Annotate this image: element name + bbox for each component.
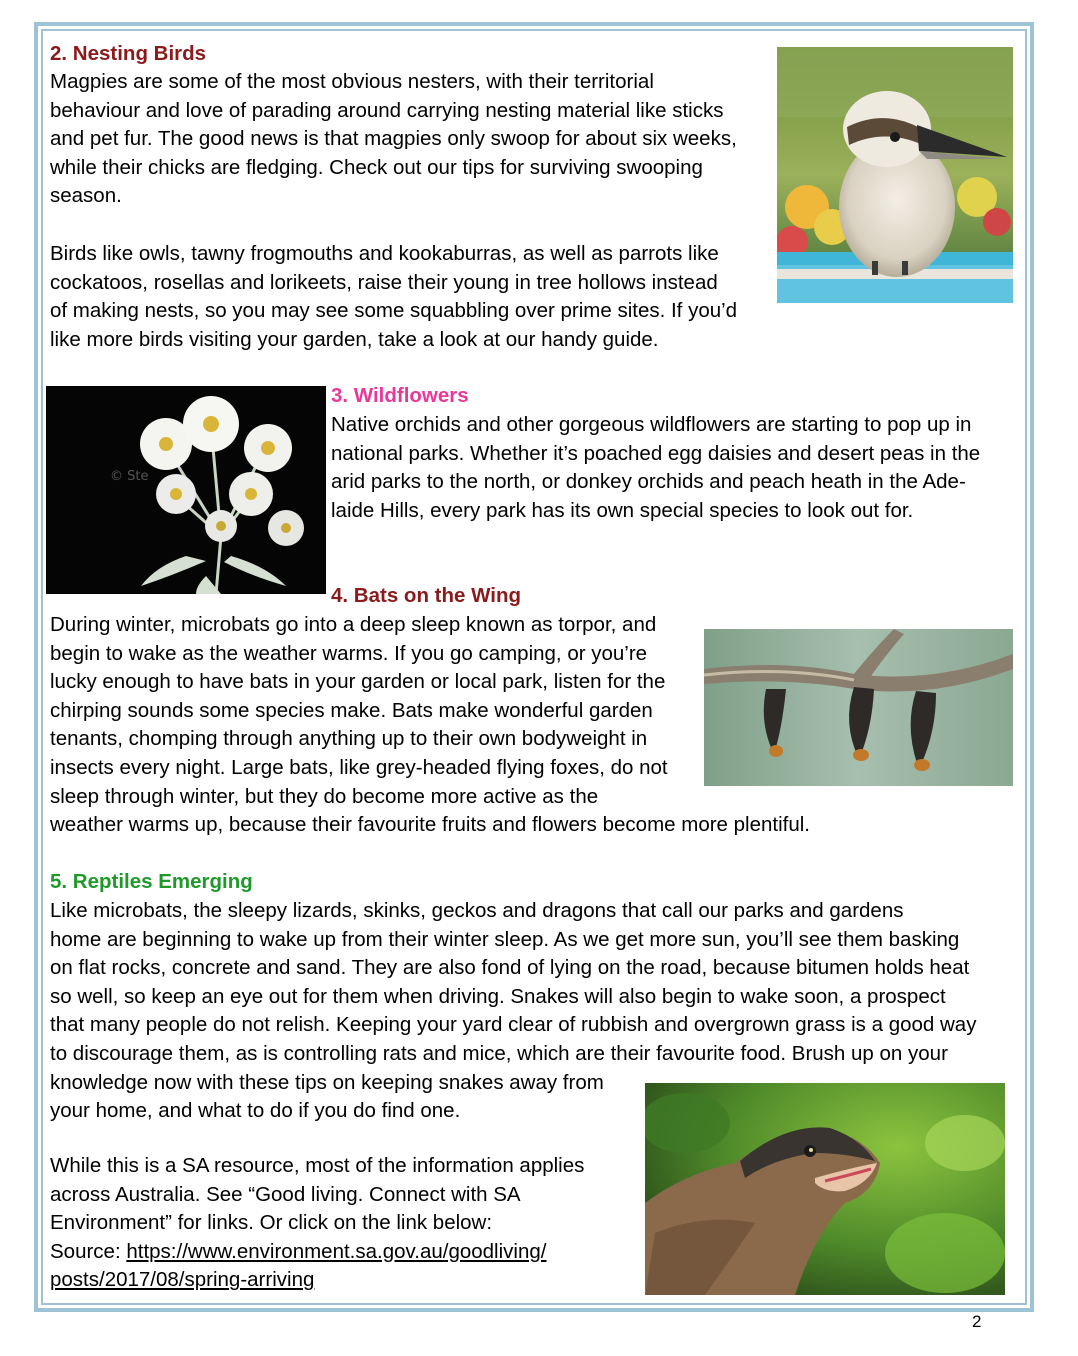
wildflowers-paragraph: [331, 411, 980, 525]
text-line: season.: [50, 184, 122, 208]
text-line: arid parks to the north, or donkey orchids and peach heath in the Ade-: [331, 470, 966, 494]
text-line: to discourage them, as is controlling rats and mice, which are their favourite food. Brush up on your: [50, 1041, 948, 1065]
text-line: across Australia. See “Good living. Connect with SA: [50, 1182, 521, 1206]
text-line: chirping sounds some species make. Bats make wonderful garden: [50, 698, 653, 722]
bats-photo: [704, 629, 1013, 786]
text-line: weather warms up, because their favourite fruits and flowers become more plentiful.: [50, 813, 811, 837]
source-line: [50, 1238, 584, 1267]
text-line: while their chicks are fledging. Check out our tips for surviving swooping: [50, 155, 703, 179]
source-link-part-2[interactable]: posts/2017/08/spring-arriving: [50, 1268, 315, 1292]
nesting-paragraph-2: [50, 240, 737, 354]
water-dragon-photo: [645, 1083, 1005, 1295]
text-line: Environment” for links. Or click on the link below:: [50, 1211, 493, 1235]
text-line: insects every night. Large bats, like grey-headed flying foxes, do not: [50, 755, 668, 779]
wildflowers-photo: [46, 386, 326, 594]
text-line: home are beginning to wake up from their winter sleep. As we get more sun, you’ll see them basking: [50, 927, 960, 951]
text-line: sleep through winter, but they do become more active as the: [50, 784, 599, 808]
text-line: Native orchids and other gorgeous wildflowers are starting to pop up in: [331, 413, 972, 436]
source-link-part-1[interactable]: https://www.environment.sa.gov.au/goodliving/: [126, 1239, 547, 1263]
heading-nesting-birds: 2. Nesting Birds: [50, 42, 207, 65]
text-line: Birds like owls, tawny frogmouths and kookaburras, as well as parrots like: [50, 242, 719, 265]
text-line: Like microbats, the sleepy lizards, skinks, geckos and dragons that call our parks and gardens: [50, 899, 904, 922]
text-line: your home, and what to do if you do find one.: [50, 1099, 461, 1123]
source-note: [50, 1152, 584, 1295]
heading-reptiles: 5. Reptiles Emerging: [50, 870, 253, 893]
heading-bats: 4. Bats on the Wing: [331, 584, 522, 607]
text-line: Magpies are some of the most obvious nesters, with their territorial: [50, 70, 654, 93]
bats-paragraph: [50, 611, 810, 840]
text-line: During winter, microbats go into a deep sleep known as torpor, and: [50, 613, 657, 636]
page-number: 2: [972, 1312, 982, 1331]
text-line: and pet fur. The good news is that magpies only swoop for about six weeks,: [50, 127, 737, 151]
source-line-2: [50, 1266, 584, 1295]
text-line: behaviour and love of parading around carrying nesting material like sticks: [50, 98, 724, 122]
text-line: like more birds visiting your garden, take a look at our handy guide.: [50, 327, 659, 351]
heading-wildflowers: 3. Wildflowers: [331, 384, 469, 407]
text-line: lucky enough to have bats in your garden or local park, listen for the: [50, 670, 666, 694]
photo-watermark: © Ste: [110, 469, 149, 484]
text-line: of making nests, so you may see some squabbling over prime sites. If you’d: [50, 299, 738, 323]
text-line: so well, so keep an eye out for them when driving. Snakes will also begin to wake soon, a prospect: [50, 984, 946, 1008]
kookaburra-photo: [777, 47, 1013, 303]
text-line: that many people do not relish. Keeping your yard clear of rubbish and overgrown grass is a good way: [50, 1013, 977, 1037]
text-line: on flat rocks, concrete and sand. They are also fond of lying on the road, because bitumen holds heat: [50, 956, 970, 980]
text-line: cockatoos, rosellas and lorikeets, raise their young in tree hollows instead: [50, 270, 718, 294]
nesting-paragraph-1: [50, 68, 737, 211]
text-line: national parks. Whether it’s poached egg daisies and desert peas in the: [331, 441, 981, 465]
text-line: While this is a SA resource, most of the information applies: [50, 1154, 585, 1177]
text-line: knowledge now with these tips on keeping snakes away from: [50, 1070, 604, 1094]
source-label: Source:: [50, 1239, 127, 1263]
text-line: tenants, chomping through anything up to their own bodyweight in: [50, 727, 648, 751]
text-line: begin to wake as the weather warms. If you go camping, or you’re: [50, 641, 648, 665]
text-line: laide Hills, every park has its own special species to look out for.: [331, 498, 914, 522]
